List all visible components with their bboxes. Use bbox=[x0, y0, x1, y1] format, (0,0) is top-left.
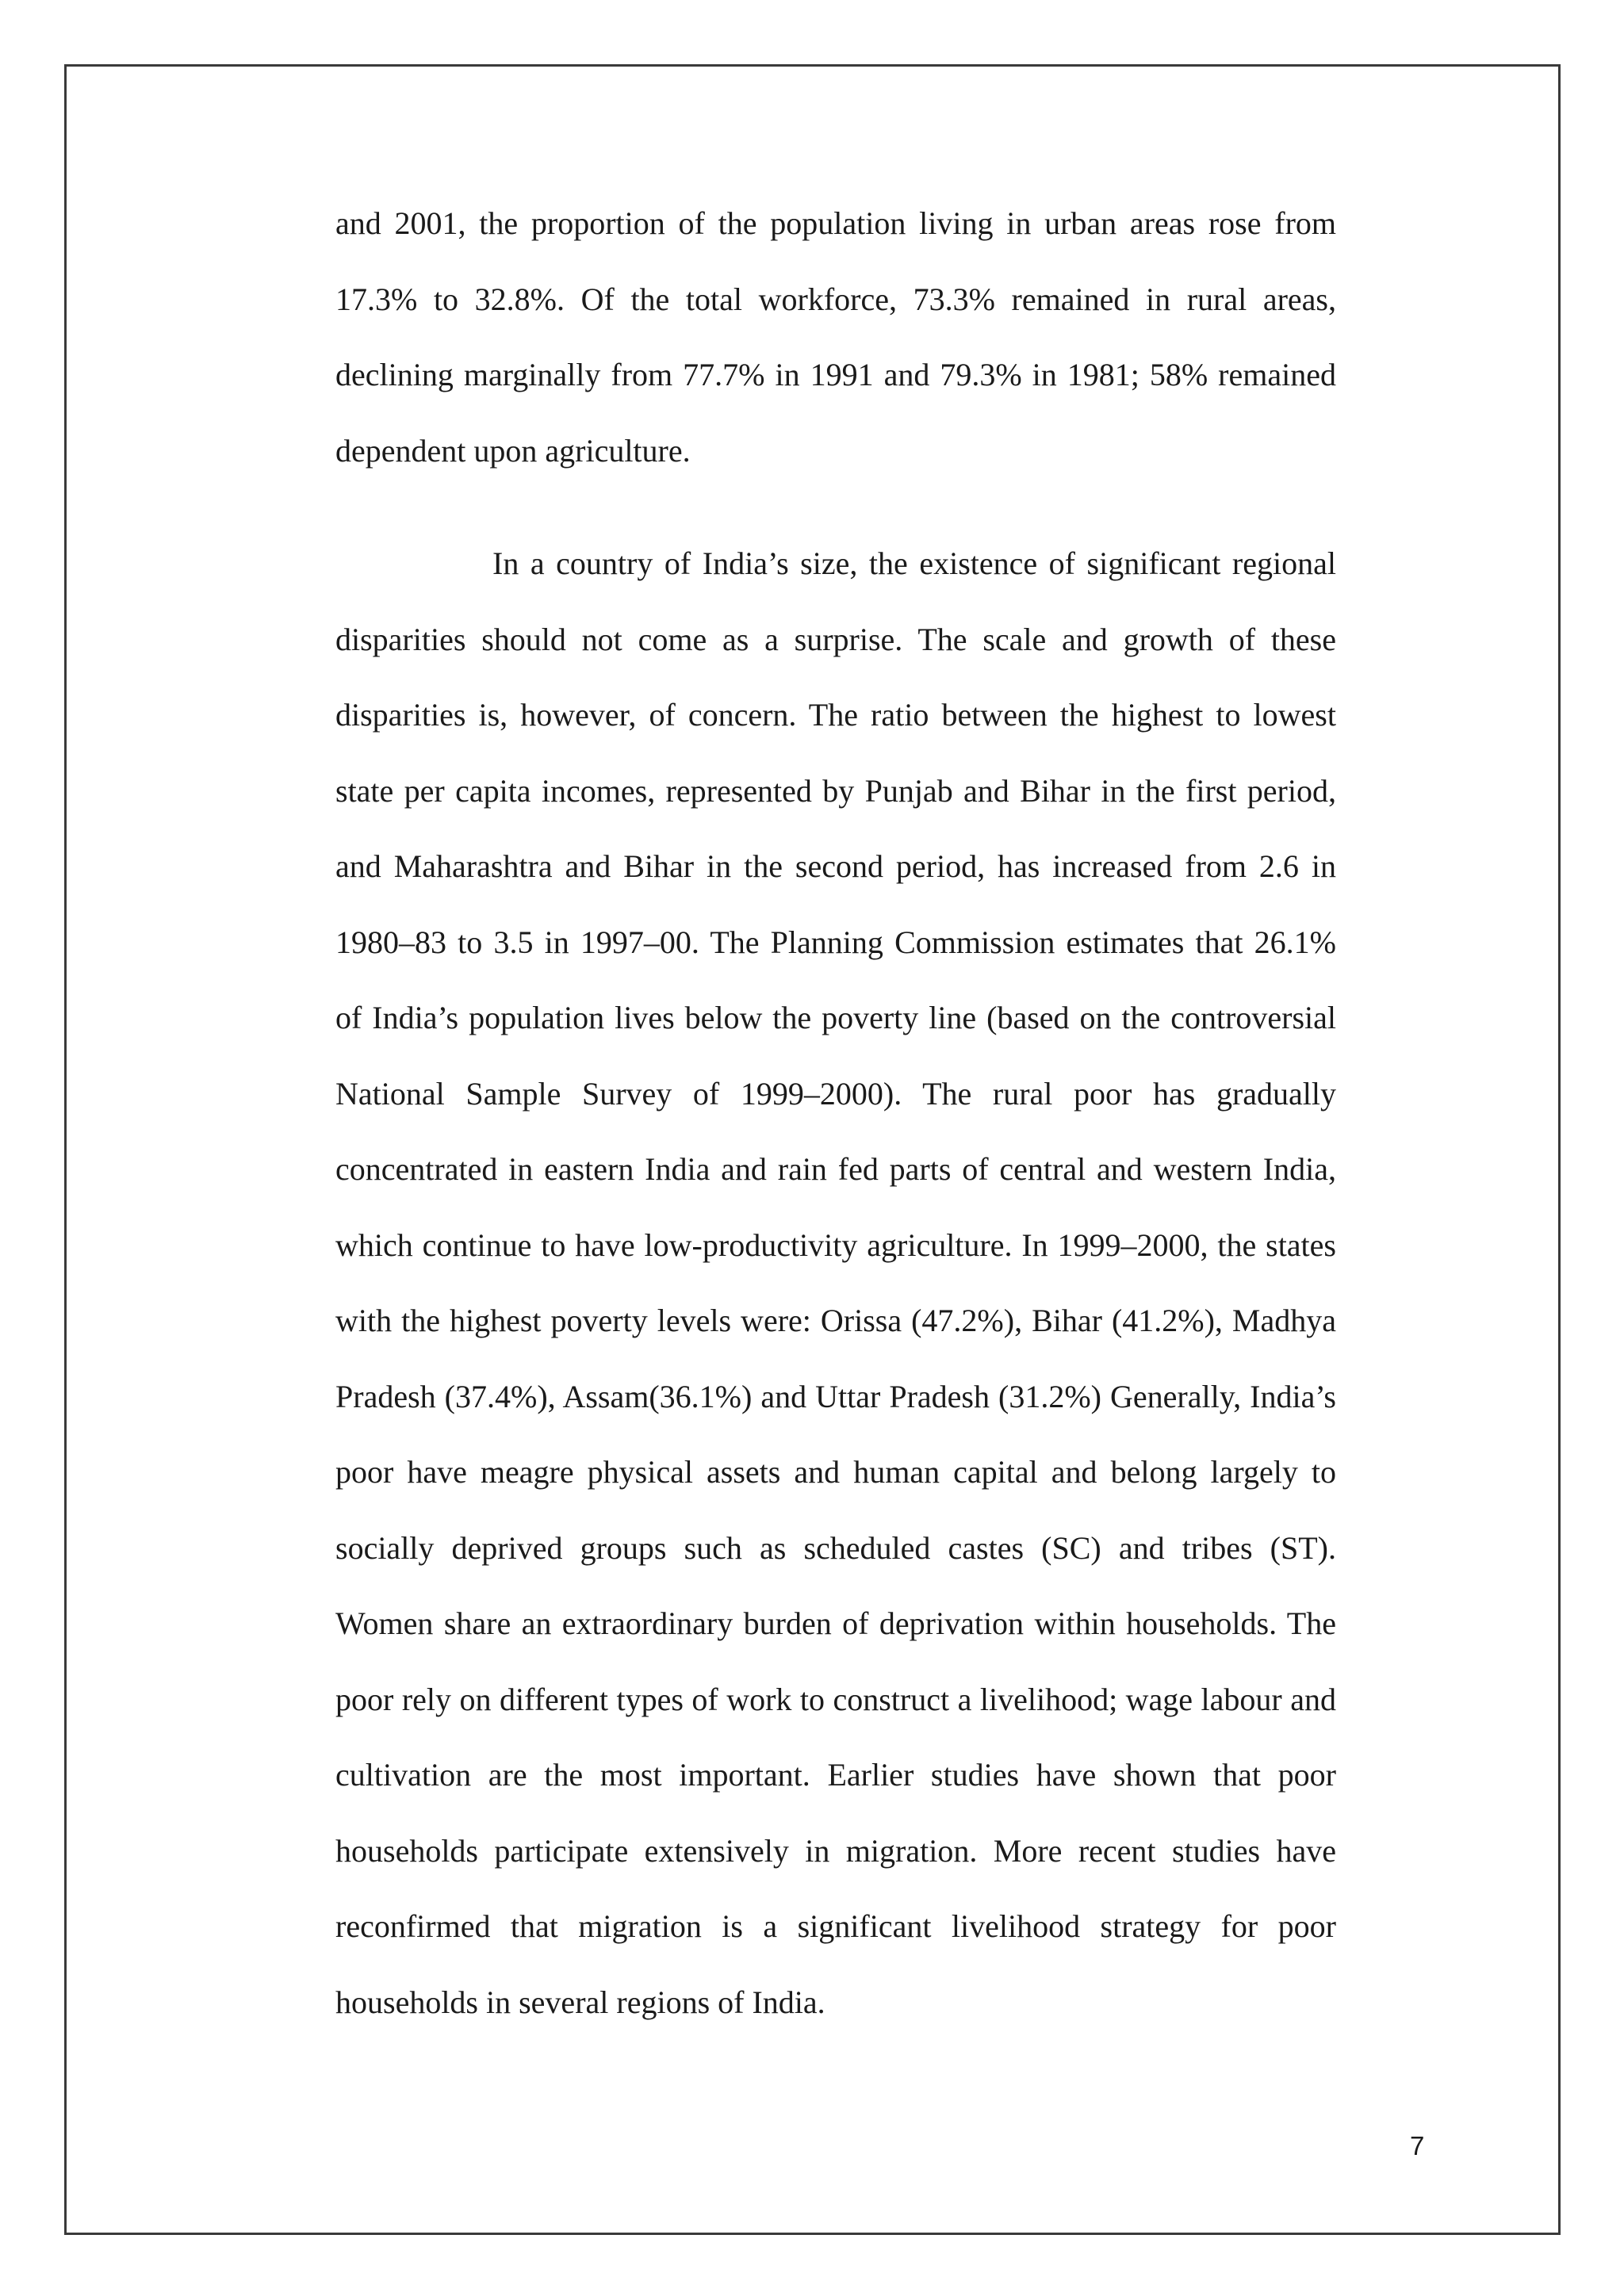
body-text bbox=[335, 186, 1336, 2040]
paragraph-regional-disparities: In a country of India’s size, the existence of significant regional disparities should not come as a surprise. The scale and growth of these disparities is, however, of concern. The ratio between the highest to lowest state per capita incomes, represented by Punjab and Bihar in the first period, and Maharashtra and Bihar in the second period, has increased from 2.6 in 1980–83 to 3.5 in 1997–00. The Planning Commission estimates that 26.1% of India’s population lives below the poverty line (based on the controversial National Sample Survey of 1999–2000). The rural poor has gradually concentrated in eastern India and rain fed parts of central and western India, which continue to have low-productivity agriculture. In 1999–2000, the states with the highest poverty levels were: Orissa (47.2%), Bihar (41.2%), Madhya Pradesh (37.4%), Assam(36.1%) and Uttar Pradesh (31.2%) Generally, India’s poor have meagre physical assets and human capital and belong largely to socially deprived groups such as scheduled castes (SC) and tribes (ST). Women share an extraordinary burden of deprivation within households. The poor rely on different types of work to construct a livelihood; wage labour and cultivation are the most important. Earlier studies have shown that poor households participate extensively in migration. More recent studies have reconfirmed that migration is a significant livelihood strategy for poor households in several regions of India. bbox=[335, 545, 1336, 2020]
paragraph-continued: and 2001, the proportion of the population living in urban areas rose from 17.3% to 32.8%. Of the total workforce, 73.3% remained in rural areas, declining marginally from 77.7% in 1991 and 79.3% in 1981; 58% remained dependent upon agriculture. bbox=[335, 205, 1336, 469]
page-number: 7 bbox=[1410, 2131, 1425, 2160]
